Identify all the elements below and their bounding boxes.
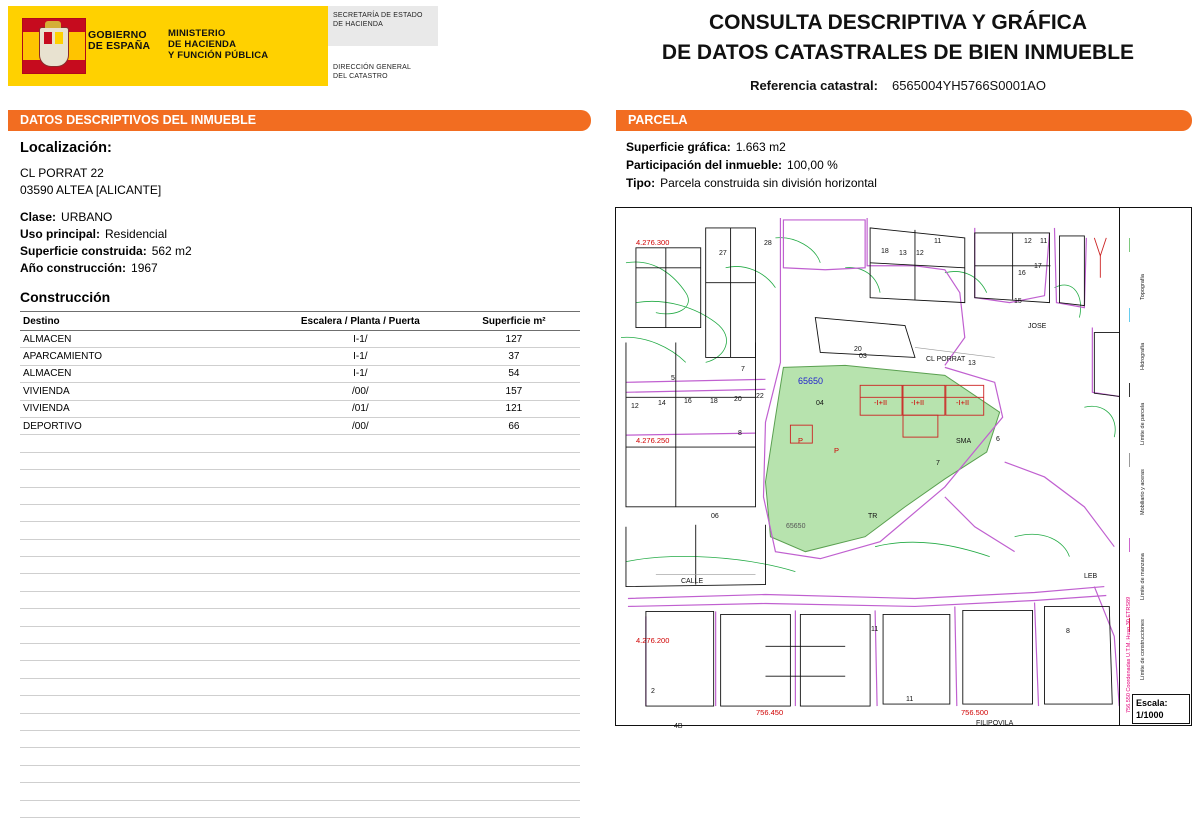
table-row-empty	[20, 661, 580, 678]
table-cell-empty	[448, 591, 580, 608]
table-row	[20, 348, 580, 365]
table-row-empty	[20, 574, 580, 591]
table-cell-empty	[20, 452, 273, 469]
map-label: 8	[738, 430, 742, 437]
map-label: 27	[719, 250, 727, 257]
map-label: 20	[854, 346, 862, 353]
table-cell: /00/	[273, 383, 448, 400]
table-row-empty	[20, 626, 580, 643]
table-row-empty	[20, 609, 580, 626]
map-label: CL PORRAT	[926, 356, 966, 363]
parcela-panel	[616, 140, 1192, 194]
page-header	[0, 0, 1200, 95]
gobierno-line2: DE ESPAÑA	[88, 40, 151, 52]
legend-label: Topografía	[1140, 274, 1146, 300]
table-row-empty	[20, 557, 580, 574]
table-cell-empty	[20, 696, 273, 713]
table-row	[20, 331, 580, 348]
table-cell-empty	[273, 783, 448, 800]
table-cell-empty	[448, 470, 580, 487]
map-label: 7	[936, 460, 940, 467]
map-label: 12	[631, 403, 639, 410]
table-row-empty	[20, 783, 580, 800]
participacion-row	[626, 158, 1192, 172]
table-cell-empty	[448, 626, 580, 643]
table-cell-empty	[448, 713, 580, 730]
map-label: 5	[671, 375, 675, 382]
table-cell-empty	[448, 435, 580, 452]
direccion-line1: DIRECCIÓN GENERAL	[333, 64, 412, 71]
col-escalera-planta-puerta: Escalera / Planta / Puerta	[273, 312, 448, 331]
map-label: -I+II	[874, 398, 888, 407]
table-row-empty	[20, 800, 580, 817]
table-cell-empty	[20, 678, 273, 695]
map-label: 4B	[674, 723, 683, 730]
table-row-empty	[20, 748, 580, 765]
map-label: 11	[1040, 238, 1048, 245]
page-title-line1: CONSULTA DESCRIPTIVA Y GRÁFICA	[708, 11, 1088, 34]
legend-color-swatch	[1129, 238, 1130, 252]
cadastral-reference-label: Referencia catastral:	[750, 78, 878, 93]
table-cell: ALMACEN	[20, 365, 273, 382]
table-cell-empty	[20, 661, 273, 678]
table-cell-empty	[20, 591, 273, 608]
direccion-general-text	[333, 64, 411, 81]
table-cell-empty	[20, 783, 273, 800]
cadastral-map[interactable]	[615, 207, 1192, 730]
map-label: 04	[816, 400, 824, 407]
table-row	[20, 400, 580, 417]
clase-label: Clase:	[20, 210, 57, 224]
map-label: 28	[764, 240, 772, 247]
table-cell: 66	[448, 417, 580, 434]
table-cell: 37	[448, 348, 580, 365]
table-row	[20, 365, 580, 382]
table-cell-empty	[273, 730, 448, 747]
table-cell-empty	[273, 539, 448, 556]
table-cell-empty	[273, 661, 448, 678]
legend-label: Mobiliario y aceras	[1140, 469, 1146, 515]
table-cell: VIVIENDA	[20, 400, 273, 417]
ministerio-line2: DE HACIENDA	[168, 39, 237, 50]
localizacion-title: Localización:	[20, 140, 112, 156]
table-cell-empty	[273, 800, 448, 817]
page-title	[600, 8, 1196, 68]
table-cell-empty	[273, 765, 448, 782]
col-destino: Destino	[20, 312, 273, 331]
table-cell-empty	[448, 452, 580, 469]
clase-row	[20, 210, 591, 224]
table-cell-empty	[448, 783, 580, 800]
map-label: 4.276.300	[636, 238, 670, 247]
map-label: LEB	[1084, 573, 1098, 580]
legend-color-swatch	[1129, 308, 1130, 322]
table-cell-empty	[273, 557, 448, 574]
superficie-grafica-value: 1.663 m2	[735, 140, 786, 154]
scale-label: Escala:	[1136, 698, 1168, 708]
map-coordinates-text: 756.550 Coordenadas U.T.M. Huso 30 ETRS89	[1126, 596, 1132, 713]
map-label: 4.276.200	[636, 636, 670, 645]
table-cell-empty	[20, 713, 273, 730]
section-header-parcela: PARCELA	[616, 110, 1192, 131]
table-cell: 127	[448, 331, 580, 348]
map-label: 11	[934, 238, 942, 245]
table-cell-empty	[448, 487, 580, 504]
cadastral-reference	[600, 78, 1196, 93]
table-header-row	[20, 312, 580, 331]
table-cell: I-1/	[273, 348, 448, 365]
table-row-empty	[20, 487, 580, 504]
participacion-label: Participación del inmueble:	[626, 158, 783, 172]
map-label: 06	[711, 513, 719, 520]
secretaria-line1: SECRETARÍA DE ESTADO	[333, 12, 423, 19]
table-row-empty	[20, 591, 580, 608]
table-row-empty	[20, 539, 580, 556]
table-cell: 157	[448, 383, 580, 400]
table-cell-empty	[448, 644, 580, 661]
table-cell-empty	[273, 487, 448, 504]
legend-label: Límite de parcela	[1140, 402, 1146, 445]
table-row-empty	[20, 522, 580, 539]
col-superficie: Superficie m²	[448, 312, 580, 331]
table-cell-empty	[448, 678, 580, 695]
map-label: P	[834, 446, 840, 455]
legend-label: Límite de manzana	[1140, 553, 1146, 600]
superficie-construida-value: 562 m2	[151, 244, 192, 258]
uso-principal-row	[20, 227, 591, 241]
table-cell-empty	[448, 557, 580, 574]
secretaria-estado-text	[333, 12, 423, 29]
participacion-value: 100,00 %	[787, 158, 838, 172]
table-cell-empty	[273, 696, 448, 713]
map-vector-layer	[616, 208, 1191, 725]
direccion-line2: DEL CATASTRO	[333, 72, 388, 80]
superficie-construida-label: Superficie construida:	[20, 244, 147, 258]
construccion-table	[20, 311, 580, 818]
table-cell-empty	[448, 748, 580, 765]
map-label: 22	[756, 393, 764, 400]
map-label: 12	[916, 250, 924, 257]
table-cell: 54	[448, 365, 580, 382]
cadastral-reference-value: 6565004YH5766S0001AO	[891, 78, 1046, 93]
superficie-grafica-row	[626, 140, 1192, 154]
table-row-empty	[20, 470, 580, 487]
map-label: 2	[651, 688, 655, 695]
legend-color-swatch	[1129, 538, 1130, 552]
table-row-empty	[20, 678, 580, 695]
table-cell-empty	[273, 435, 448, 452]
map-legend	[1119, 208, 1191, 725]
map-label: 756.450	[756, 708, 784, 717]
gobierno-line1: GOBIERNO	[88, 29, 147, 41]
legend-label: Límite de construcciones	[1140, 619, 1146, 680]
map-label: 65650	[786, 523, 806, 530]
table-cell-empty	[448, 765, 580, 782]
table-row-empty	[20, 452, 580, 469]
table-cell: ALMACEN	[20, 331, 273, 348]
map-label: 20	[734, 396, 742, 403]
table-cell-empty	[20, 626, 273, 643]
uso-principal-value: Residencial	[105, 227, 168, 241]
table-cell: 121	[448, 400, 580, 417]
ministerio-text	[168, 28, 268, 61]
superficie-grafica-label: Superficie gráfica:	[626, 140, 731, 154]
table-cell-empty	[20, 435, 273, 452]
table-cell-empty	[273, 713, 448, 730]
map-label: 17	[1034, 263, 1042, 270]
table-cell-empty	[273, 522, 448, 539]
map-label: 11	[871, 626, 879, 633]
table-cell-empty	[273, 678, 448, 695]
table-cell-empty	[20, 765, 273, 782]
table-cell-empty	[273, 626, 448, 643]
table-cell: /00/	[273, 417, 448, 434]
table-cell-empty	[448, 539, 580, 556]
table-cell-empty	[20, 609, 273, 626]
scale-value: 1/1000	[1136, 710, 1164, 720]
table-cell-empty	[448, 522, 580, 539]
map-label: P	[798, 436, 804, 445]
table-cell: I-1/	[273, 365, 448, 382]
map-label: -I+II	[911, 398, 925, 407]
map-label: FILIPOVILA	[976, 720, 1014, 727]
table-row-empty	[20, 644, 580, 661]
map-label: 8	[1066, 628, 1070, 635]
tipo-row	[626, 176, 1192, 190]
table-cell: APARCAMIENTO	[20, 348, 273, 365]
table-cell-empty	[20, 487, 273, 504]
map-label: 16	[684, 398, 692, 405]
clase-value: URBANO	[61, 210, 113, 224]
map-label: 13	[968, 360, 976, 367]
map-label: 03	[859, 353, 867, 360]
anio-construccion-label: Año construcción:	[20, 261, 127, 275]
map-label: 4.276.250	[636, 436, 670, 445]
table-cell-empty	[20, 504, 273, 521]
table-cell-empty	[273, 574, 448, 591]
map-label: 756.500	[961, 708, 989, 717]
map-label: 16	[1018, 270, 1026, 277]
secretaria-line2: DE HACIENDA	[333, 20, 384, 28]
ministerio-line1: MINISTERIO	[168, 28, 226, 39]
table-cell-empty	[20, 522, 273, 539]
property-details-panel	[8, 140, 591, 432]
table-cell-empty	[273, 748, 448, 765]
table-cell: DEPORTIVO	[20, 417, 273, 434]
table-row-empty	[20, 696, 580, 713]
table-cell-empty	[20, 644, 273, 661]
table-cell: /01/	[273, 400, 448, 417]
tipo-label: Tipo:	[626, 176, 656, 190]
table-cell-empty	[448, 609, 580, 626]
table-row-empty	[20, 504, 580, 521]
map-label: CALLE	[681, 578, 704, 585]
map-label: 14	[658, 400, 666, 407]
map-label: JOSE	[1028, 323, 1047, 330]
construccion-title: Construcción	[20, 289, 111, 305]
ministerio-line3: Y FUNCIÓN PÚBLICA	[168, 50, 269, 61]
map-label: 15	[1014, 298, 1022, 305]
page-title-line2: DE DATOS CATASTRALES DE BIEN INMUEBLE	[661, 41, 1135, 64]
table-cell-empty	[448, 800, 580, 817]
map-label: -I+II	[956, 398, 970, 407]
table-cell-empty	[20, 470, 273, 487]
map-label: 18	[881, 248, 889, 255]
table-cell-empty	[20, 800, 273, 817]
anio-construccion-value: 1967	[131, 261, 158, 275]
table-cell-empty	[448, 696, 580, 713]
legend-color-swatch	[1129, 453, 1130, 467]
table-cell-empty	[448, 574, 580, 591]
table-row-empty	[20, 713, 580, 730]
table-cell-empty	[20, 539, 273, 556]
table-cell-empty	[273, 644, 448, 661]
table-cell: I-1/	[273, 331, 448, 348]
table-cell-empty	[448, 661, 580, 678]
map-label: 7	[741, 366, 745, 373]
uso-principal-label: Uso principal:	[20, 227, 101, 241]
table-cell-empty	[20, 574, 273, 591]
map-label: 12	[1024, 238, 1032, 245]
legend-label: Hidrografía	[1140, 342, 1146, 370]
map-label: 6	[996, 436, 1000, 443]
legend-color-swatch	[1129, 383, 1130, 397]
map-label: 18	[710, 398, 718, 405]
table-cell: VIVIENDA	[20, 383, 273, 400]
table-cell-empty	[273, 470, 448, 487]
table-cell-empty	[273, 452, 448, 469]
address-line-2: 03590 ALTEA [ALICANTE]	[20, 183, 162, 197]
spain-coat-of-arms-icon	[22, 18, 86, 74]
table-row-empty	[20, 765, 580, 782]
table-row-empty	[20, 435, 580, 452]
table-row	[20, 417, 580, 434]
map-label: 11	[906, 696, 914, 703]
table-cell-empty	[448, 504, 580, 521]
table-cell-empty	[20, 730, 273, 747]
table-row	[20, 383, 580, 400]
table-cell-empty	[273, 609, 448, 626]
map-label: TR	[868, 513, 878, 520]
map-label: SMA	[956, 438, 972, 445]
table-cell-empty	[448, 730, 580, 747]
address-line-1: CL PORRAT 22	[20, 166, 104, 180]
table-cell-empty	[273, 591, 448, 608]
table-cell-empty	[20, 748, 273, 765]
table-cell-empty	[20, 557, 273, 574]
table-row-empty	[20, 730, 580, 747]
tipo-value: Parcela construida sin división horizontal	[660, 176, 877, 190]
gobierno-de-espana-text	[88, 30, 150, 52]
map-label: 13	[899, 250, 907, 257]
section-header-datos-descriptivos: DATOS DESCRIPTIVOS DEL INMUEBLE	[8, 110, 591, 131]
map-scale-box	[1132, 694, 1190, 724]
map-label: 65650	[798, 376, 824, 386]
anio-construccion-row	[20, 261, 591, 275]
table-cell-empty	[273, 504, 448, 521]
superficie-construida-row	[20, 244, 591, 258]
